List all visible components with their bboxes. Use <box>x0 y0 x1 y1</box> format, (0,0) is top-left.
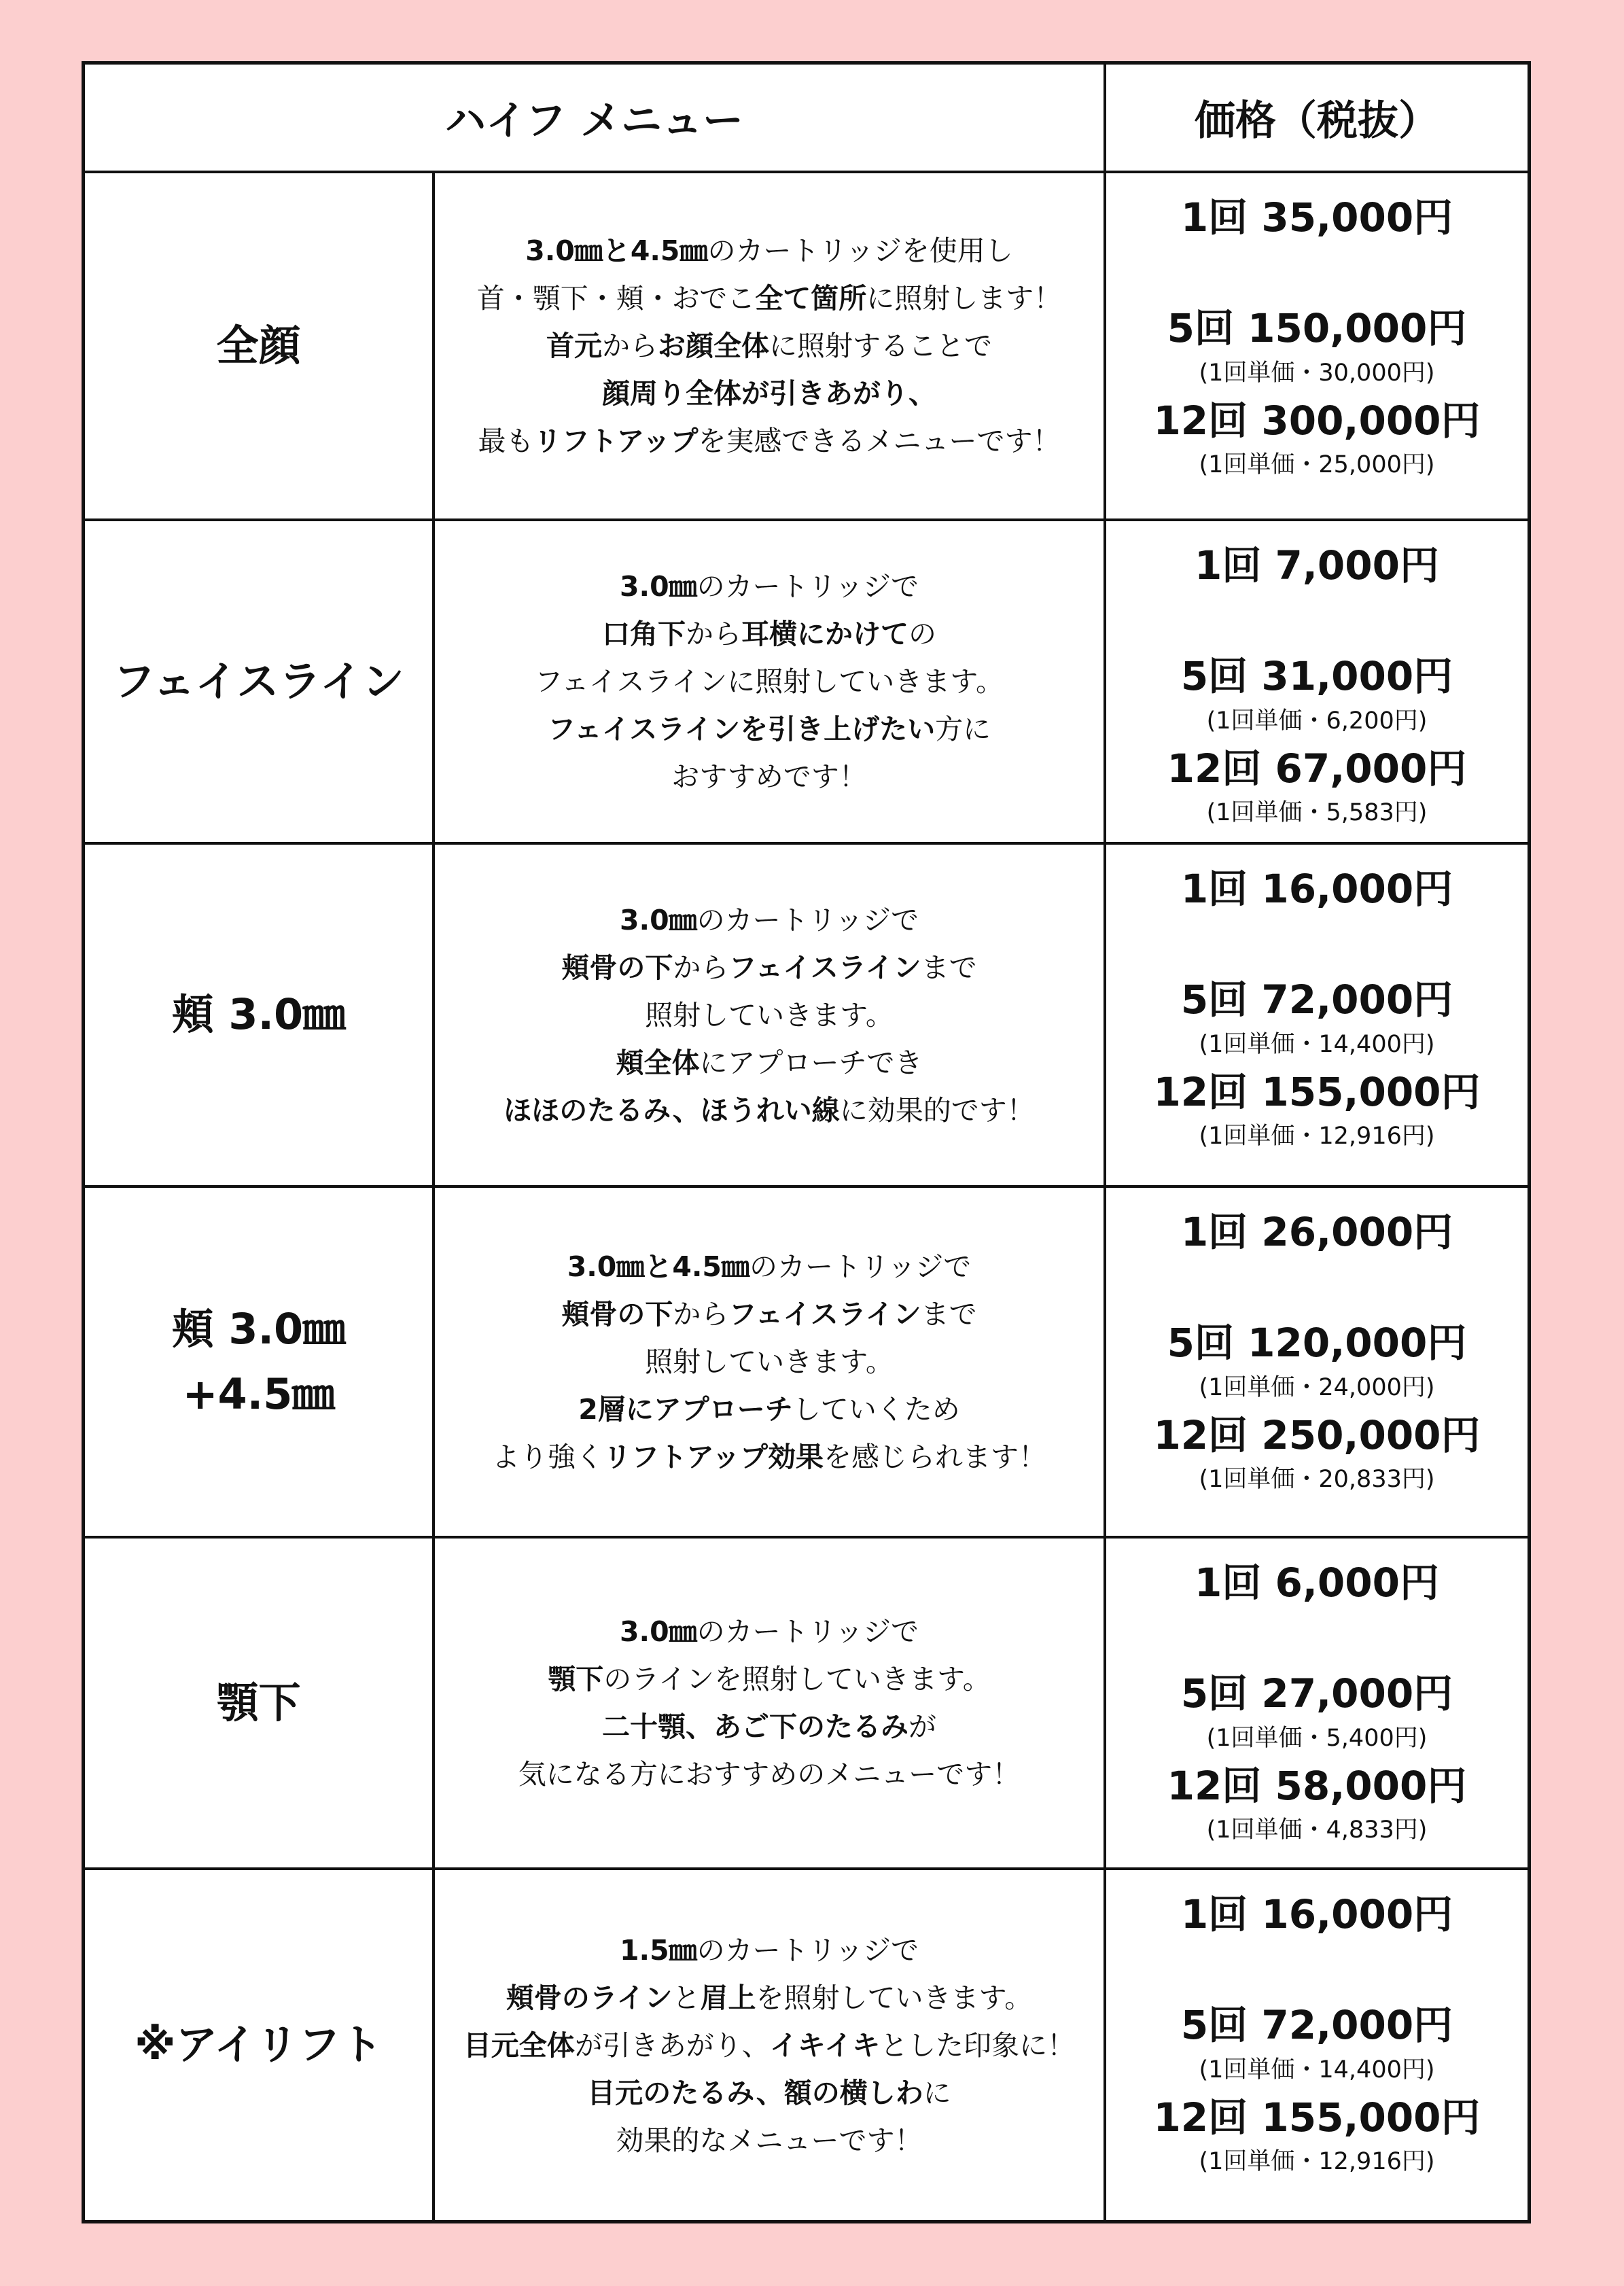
emphasis-text: お顔全体 <box>658 330 769 362</box>
price-12-sessions: 12回 58,000円 <box>1167 1763 1467 1809</box>
table-row <box>85 1188 1528 1538</box>
price-cell <box>1106 173 1528 518</box>
price-header: 価格（税抜） <box>1106 65 1528 173</box>
description-line <box>548 705 991 753</box>
price-cell <box>1106 845 1528 1185</box>
emphasis-text: 目元全体 <box>463 2028 575 2062</box>
emphasis-text: フェイスライン <box>728 951 921 984</box>
menu-name: 全顔 <box>85 173 435 518</box>
emphasis-text: 頬骨の下 <box>561 951 673 984</box>
unit-price-12-sessions: (1回単価・5,583円) <box>1206 799 1428 826</box>
emphasis-text: 首元 <box>546 330 602 362</box>
table-row <box>85 1870 1528 2220</box>
description-line <box>477 275 1062 322</box>
emphasis-text: リフトアップ効果 <box>603 1441 824 1473</box>
emphasis-text: 顔周り全体が引きあがり、 <box>602 377 936 410</box>
description-text: していくため <box>792 1393 960 1426</box>
description-text: のカートリッジで <box>696 1615 919 1648</box>
description-line <box>548 1655 991 1703</box>
description-line <box>620 896 919 944</box>
emphasis-text: 眉上 <box>700 1981 756 2014</box>
description-line <box>492 1433 1046 1481</box>
menu-description <box>435 173 1106 518</box>
emphasis-text: 目元のたるみ、額の横しわ <box>587 2076 923 2109</box>
description-text: のカートリッジで <box>696 903 919 936</box>
description-line <box>587 2069 951 2117</box>
menu-description <box>435 521 1106 842</box>
price-1-session: 1回 16,000円 <box>1180 866 1453 912</box>
description-text: 首・顎下・頬・おでこ <box>476 282 756 315</box>
unit-price-12-sessions: (1回単価・12,916円) <box>1199 1123 1435 1150</box>
price-5-sessions: 5回 72,000円 <box>1180 977 1453 1023</box>
menu-description <box>435 1538 1106 1867</box>
emphasis-text: 頬全体 <box>616 1046 700 1079</box>
description-text: より強く <box>492 1441 604 1473</box>
description-text: に <box>923 2076 951 2109</box>
price-table <box>82 61 1531 2223</box>
menu-name: ※アイリフト <box>85 1870 435 2220</box>
price-5-sessions: 5回 31,000円 <box>1180 653 1453 699</box>
price-5-sessions: 5回 120,000円 <box>1167 1320 1467 1366</box>
description-text: のカートリッジを使用し <box>707 234 1013 267</box>
description-text: 方に <box>935 713 991 745</box>
menu-description <box>435 845 1106 1185</box>
emphasis-text: 二十顎、あご下のたるみ <box>602 1710 908 1743</box>
emphasis-text: 3.0㎜ <box>620 1615 697 1648</box>
description-line <box>616 2117 923 2164</box>
menu-name: フェイスライン <box>85 521 435 842</box>
price-12-sessions: 12回 155,000円 <box>1153 2094 1481 2141</box>
emphasis-text: 3.0㎜と4.5㎜ <box>567 1250 749 1283</box>
description-text: のカートリッジで <box>749 1250 972 1283</box>
unit-price-12-sessions: (1回単価・12,916円) <box>1199 2148 1435 2175</box>
description-line <box>535 658 1004 705</box>
description-text: のラインを照射していきます。 <box>603 1663 991 1695</box>
description-text: 気になる方におすすめのメニューです！ <box>518 1758 1021 1791</box>
unit-price-5-sessions: (1回単価・5,400円) <box>1206 1725 1428 1752</box>
description-line <box>546 322 992 370</box>
table-row <box>85 173 1528 521</box>
description-line <box>620 563 919 610</box>
emphasis-text: 2層にアプローチ <box>578 1393 793 1426</box>
price-cell <box>1106 521 1528 842</box>
price-1-session: 1回 35,000円 <box>1180 194 1453 241</box>
description-text: に照射することで <box>769 330 992 362</box>
price-cell <box>1106 1538 1528 1867</box>
price-cell <box>1106 1870 1528 2220</box>
unit-price-5-sessions: (1回単価・6,200円) <box>1206 707 1428 735</box>
menu-name: 顎下 <box>85 1538 435 1867</box>
description-text: から <box>673 951 729 984</box>
description-text: 照射していきます。 <box>645 998 894 1032</box>
description-text: とした印象に！ <box>880 2028 1076 2062</box>
menu-description <box>435 1870 1106 2220</box>
emphasis-text: フェイスラインを引き上げたい <box>547 713 936 745</box>
emphasis-text: 耳横にかけて <box>741 618 908 650</box>
unit-price-12-sessions: (1回単価・20,833円) <box>1199 1466 1435 1493</box>
description-line <box>506 1974 1033 2022</box>
price-5-sessions: 5回 72,000円 <box>1180 2002 1453 2048</box>
description-text: まで <box>921 1298 977 1331</box>
description-line <box>561 1290 976 1338</box>
unit-price-12-sessions: (1回単価・25,000円) <box>1199 451 1435 478</box>
description-text: から <box>673 1298 729 1331</box>
description-text: が <box>908 1710 936 1743</box>
description-text: まで <box>921 951 977 984</box>
description-text: フェイスラインに照射していきます。 <box>534 665 1004 698</box>
description-text: 効果的なメニューです！ <box>616 2124 923 2157</box>
description-line <box>463 2022 1075 2069</box>
description-text: を感じられます！ <box>823 1441 1046 1473</box>
description-line <box>578 1386 960 1433</box>
unit-price-5-sessions: (1回単価・30,000円) <box>1199 359 1435 387</box>
emphasis-text: 口角下 <box>602 618 686 650</box>
description-text: から <box>686 618 741 650</box>
price-12-sessions: 12回 155,000円 <box>1153 1069 1481 1115</box>
emphasis-text: フェイスライン <box>728 1298 921 1331</box>
description-line <box>616 1039 923 1087</box>
table-row <box>85 845 1528 1188</box>
menu-name: 頬 3.0㎜ +4.5㎜ <box>85 1188 435 1536</box>
description-text: を照射していきます。 <box>756 1981 1033 2014</box>
description-line <box>525 227 1013 275</box>
description-line <box>602 1703 936 1751</box>
emphasis-text: 顎下 <box>548 1663 604 1695</box>
menu-header: ハイフ メニュー <box>85 65 1106 173</box>
unit-price-12-sessions: (1回単価・4,833円) <box>1206 1816 1428 1844</box>
description-text: の <box>908 618 936 650</box>
description-line <box>561 944 976 991</box>
emphasis-text: 頬骨のライン <box>506 1981 673 2014</box>
description-line <box>518 1751 1020 1798</box>
emphasis-text: ほほのたるみ、ほうれい線 <box>504 1093 840 1127</box>
description-text: に効果的です！ <box>839 1093 1035 1127</box>
description-line <box>645 991 894 1039</box>
emphasis-text: 3.0㎜ <box>620 570 697 603</box>
price-12-sessions: 12回 300,000円 <box>1153 398 1481 444</box>
description-text: から <box>602 330 658 362</box>
description-line <box>671 753 866 801</box>
price-1-session: 1回 7,000円 <box>1194 542 1439 588</box>
description-text: にアプローチでき <box>699 1046 923 1079</box>
description-line <box>620 1608 919 1655</box>
description-text: のカートリッジで <box>696 570 919 603</box>
description-text: 最も <box>478 425 534 457</box>
description-text: に照射します！ <box>866 282 1062 315</box>
description-text: が引きあがり、 <box>574 2028 770 2062</box>
description-line <box>602 370 936 417</box>
unit-price-5-sessions: (1回単価・14,400円) <box>1199 2056 1435 2083</box>
price-5-sessions: 5回 27,000円 <box>1180 1670 1453 1717</box>
description-line <box>620 1927 919 1974</box>
unit-price-5-sessions: (1回単価・24,000円) <box>1199 1374 1435 1401</box>
price-1-session: 1回 16,000円 <box>1180 1891 1453 1937</box>
emphasis-text: イキイキ <box>769 2028 881 2062</box>
table-row <box>85 1538 1528 1870</box>
description-text: のカートリッジで <box>696 1933 919 1967</box>
description-line <box>478 417 1061 465</box>
emphasis-text: 頬骨の下 <box>561 1298 673 1331</box>
description-text: と <box>672 1981 701 2014</box>
price-1-session: 1回 26,000円 <box>1180 1209 1453 1255</box>
description-line <box>602 610 936 658</box>
price-cell <box>1106 1188 1528 1536</box>
menu-description <box>435 1188 1106 1536</box>
description-line <box>504 1087 1034 1134</box>
description-text: 照射していきます。 <box>645 1346 894 1378</box>
description-text: を実感できるメニューです！ <box>698 425 1061 457</box>
price-12-sessions: 12回 67,000円 <box>1167 745 1467 792</box>
description-text: おすすめです！ <box>671 760 867 793</box>
emphasis-text: 全て箇所 <box>755 282 867 315</box>
table-row <box>85 521 1528 845</box>
emphasis-text: 1.5㎜ <box>620 1933 697 1967</box>
emphasis-text: 3.0㎜と4.5㎜ <box>525 234 708 267</box>
emphasis-text: リフトアップ <box>533 425 699 457</box>
price-12-sessions: 12回 250,000円 <box>1153 1412 1481 1458</box>
price-1-session: 1回 6,000円 <box>1194 1560 1439 1606</box>
description-line <box>567 1243 972 1290</box>
description-line <box>645 1338 894 1386</box>
price-5-sessions: 5回 150,000円 <box>1167 305 1467 351</box>
menu-name: 頬 3.0㎜ <box>85 845 435 1185</box>
emphasis-text: 3.0㎜ <box>620 903 697 936</box>
unit-price-5-sessions: (1回単価・14,400円) <box>1199 1031 1435 1058</box>
